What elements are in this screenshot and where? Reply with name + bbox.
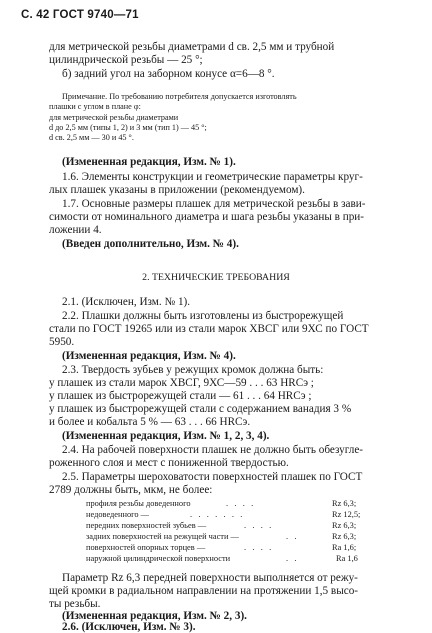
note-line: плашки с углом в плане φ: xyxy=(49,102,141,111)
edit-note: (Измененная редакция, Изм. № 2, 3). xyxy=(62,610,247,622)
para-line: ложении 4. xyxy=(49,224,102,236)
leader-dots: . . xyxy=(286,554,297,563)
para-line: 1.6. Элементы конструкции и геометрические параметры круг- xyxy=(62,171,363,183)
para-line: 1.7. Основные размеры плашек для метрической резьбы в зави- xyxy=(62,198,366,210)
note-line: d до 2,5 мм (типы 1, 2) и 3 мм (тип 1) — 45 °; xyxy=(49,123,207,132)
para-line: у плашек из стали марок ХВСГ, 9ХС—59 . . . 63 HRCэ ; xyxy=(49,377,314,389)
para-line: стали по ГОСТ 19265 или из стали марок ХВСГ или 9ХС по ГОСТ xyxy=(49,323,369,335)
roughness-label: наружной цилиндрической поверхности xyxy=(86,554,231,563)
para-line: Параметр Rz 6,3 передней поверхности выполняется от режу- xyxy=(62,572,358,584)
para-line: для метрической резьбы диаметрами d св. 2,5 мм и трубной xyxy=(49,41,335,53)
note-line: Примечание. По требованию потребителя допускается изготовлять xyxy=(62,92,297,101)
leader-dots: . . . . xyxy=(244,521,272,530)
para-line: б) задний угол на заборном конусе α=6—8 °. xyxy=(62,68,275,80)
roughness-label: недоведенного — xyxy=(86,510,150,519)
roughness-label: поверхностей опорных торцев — xyxy=(86,543,206,552)
leader-dots: . . xyxy=(286,532,297,541)
leader-dots: . . . . . . . xyxy=(190,510,243,519)
para-line: цилиндрической резьбы — 25 °; xyxy=(49,54,203,66)
roughness-value: Rz 6,3; xyxy=(332,532,357,541)
para-line: 2789 должны быть, мкм, не более: xyxy=(49,484,213,496)
para-line: у плашек из быстрорежущей стали — 61 . . . 64 HRCэ ; xyxy=(49,390,312,402)
roughness-value: Rz 6,3; xyxy=(332,521,357,530)
para-line: 2.2. Плашки должны быть изготовлены из быстрорежущей xyxy=(62,310,344,322)
roughness-label: профиля резьбы доведенного xyxy=(86,499,191,508)
para-line: лых плашек указаны в приложении (рекомендуемом). xyxy=(49,184,305,196)
para-line: ты резьбы. xyxy=(49,598,101,610)
para-line: 2.1. (Исключен, Изм. № 1). xyxy=(62,296,191,308)
leader-dots: . . . . xyxy=(226,499,254,508)
leader-dots: . . . . xyxy=(244,543,272,552)
para-line: симости от номинального диаметра и шага резьбы указаны в при- xyxy=(49,211,365,223)
edit-note: (Измененная редакция, Изм. № 1). xyxy=(62,156,236,168)
para-line: роженного слоя и мест с пониженной твердостью. xyxy=(49,457,289,469)
edit-note: (Измененная редакция, Изм. № 4). xyxy=(62,350,236,362)
para-line: 2.6. (Исключен, Изм. № 3). xyxy=(62,621,196,633)
para-line: 2.5. Параметры шероховатости поверхностей плашек по ГОСТ xyxy=(62,471,363,483)
section-title: 2. ТЕХНИЧЕСКИЕ ТРЕБОВАНИЯ xyxy=(142,272,290,283)
edit-note: (Измененная редакция, Изм. № 1, 2, 3, 4). xyxy=(62,430,270,442)
roughness-label: передних поверхностей зубьев — xyxy=(86,521,207,530)
page-header: С. 42 ГОСТ 9740—71 xyxy=(21,9,139,21)
roughness-value: Rz 12,5; xyxy=(332,510,361,519)
para-line: 5950. xyxy=(49,336,75,348)
para-line: 2.3. Твердость зубьев у режущих кромок должна быть: xyxy=(62,364,324,376)
para-line: 2.4. На рабочей поверхности плашек не должно быть обезугле- xyxy=(62,444,364,456)
roughness-label: задних поверхностей на режущей части — xyxy=(86,532,239,541)
note-line: d св. 2,5 мм — 30 и 45 °. xyxy=(49,133,134,142)
roughness-value: Ra 1,6 xyxy=(336,554,358,563)
para-line: у плашек из быстрорежущей стали с содержанием ванадия 3 % xyxy=(49,403,352,415)
note-line: для метрической резьбы диаметрами xyxy=(49,113,179,122)
edit-note: (Введен дополнительно, Изм. № 4). xyxy=(62,238,239,250)
roughness-value: Rz 6,3; xyxy=(332,499,357,508)
para-line: и более и кобальта 5 % — 63 . . . 66 HRCэ. xyxy=(49,416,251,428)
roughness-value: Ra 1,6; xyxy=(332,543,357,552)
para-line: щей кромки в радиальном направлении на протяжении 1,5 высо- xyxy=(49,585,359,597)
